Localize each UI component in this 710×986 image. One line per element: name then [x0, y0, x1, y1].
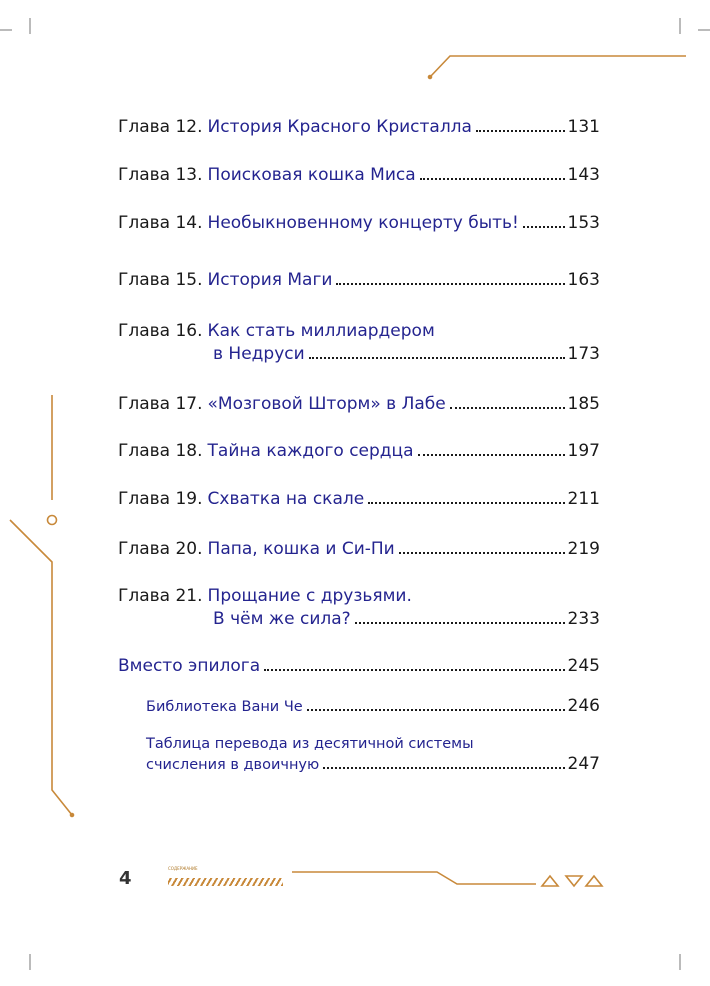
dot-leader [418, 454, 565, 456]
page-ref: 173 [567, 344, 600, 364]
chapter-label: Глава 17. [118, 394, 203, 414]
toc-entry-21[interactable] [118, 585, 600, 631]
epilogue-title: Вместо эпилога [118, 656, 261, 676]
page-ref: 219 [567, 539, 600, 559]
chapter-label: Глава 12. [118, 117, 203, 137]
chapter-title: «Мозговой Шторм» в Лабе [207, 394, 446, 414]
page-ref: 245 [567, 656, 600, 676]
chapter-label: Глава 13. [118, 165, 203, 185]
chapter-title: Тайна каждого сердца [207, 441, 414, 461]
chapter-label: Глава 15. [118, 270, 203, 290]
toc-entry-19[interactable] [118, 488, 600, 511]
subentry-title: Библиотека Вани Че [146, 699, 303, 715]
chapter-title: История Красного Кристалла [207, 117, 472, 137]
dot-leader [476, 130, 565, 132]
toc-entry-18[interactable] [118, 440, 600, 463]
dot-leader [368, 502, 564, 504]
dot-leader [450, 407, 565, 409]
chapter-label: Глава 20. [118, 539, 203, 559]
toc-entry-20[interactable] [118, 538, 600, 561]
chapter-title: История Маги [207, 270, 333, 290]
chapter-title-continued: В чём же сила? [213, 609, 351, 629]
toc-entry-17[interactable] [118, 393, 600, 416]
chapter-title: Прощание с друзьями. [207, 586, 412, 606]
dot-leader [355, 622, 565, 624]
dot-leader [264, 669, 564, 671]
page-ref: 185 [567, 394, 600, 414]
page-ref: 246 [567, 696, 600, 716]
page-ref: 143 [567, 165, 600, 185]
toc-entry-12[interactable] [118, 116, 600, 139]
toc-entry-16[interactable] [118, 320, 600, 366]
page-ref: 211 [567, 489, 600, 509]
dot-leader [523, 226, 565, 228]
chapter-label: Глава 16. [118, 321, 203, 341]
page-ref: 153 [567, 213, 600, 233]
toc-entry-15[interactable] [118, 269, 600, 292]
subentry-title-continued: счисления в двоичную [146, 757, 320, 773]
toc-subentry-table[interactable] [146, 734, 600, 775]
chapter-label: Глава 21. [118, 586, 203, 606]
dot-leader [420, 178, 565, 180]
page-ref: 233 [567, 609, 600, 629]
chapter-title-continued: в Недруси [213, 344, 305, 364]
subentry-title: Таблица перевода из десятичной системы [146, 736, 474, 752]
toc-entry-14[interactable] [118, 212, 600, 235]
page-number: 4 [119, 868, 132, 889]
dot-leader [323, 767, 564, 769]
chapter-title: Папа, кошка и Си-Пи [207, 539, 395, 559]
dot-leader [336, 283, 564, 285]
toc-subentry-library[interactable] [146, 696, 600, 717]
dot-leader [309, 357, 565, 359]
page-ref: 163 [567, 270, 600, 290]
chapter-title: Схватка на скале [207, 489, 365, 509]
page-ref: 247 [567, 754, 600, 774]
toc-entry-13[interactable] [118, 164, 600, 187]
toc-entry-epilogue[interactable] [118, 655, 600, 678]
chapter-title: Поисковая кошка Миса [207, 165, 416, 185]
dot-leader [399, 552, 565, 554]
running-head: СОДЕРЖАНИЕ [168, 866, 198, 871]
chapter-label: Глава 18. [118, 441, 203, 461]
chapter-label: Глава 19. [118, 489, 203, 509]
chapter-title: Необыкновенному концерту быть! [207, 213, 519, 233]
page-ref: 131 [567, 117, 600, 137]
chapter-label: Глава 14. [118, 213, 203, 233]
chapter-title: Как стать миллиардером [207, 321, 435, 341]
page-ref: 197 [567, 441, 600, 461]
dot-leader [307, 709, 565, 711]
